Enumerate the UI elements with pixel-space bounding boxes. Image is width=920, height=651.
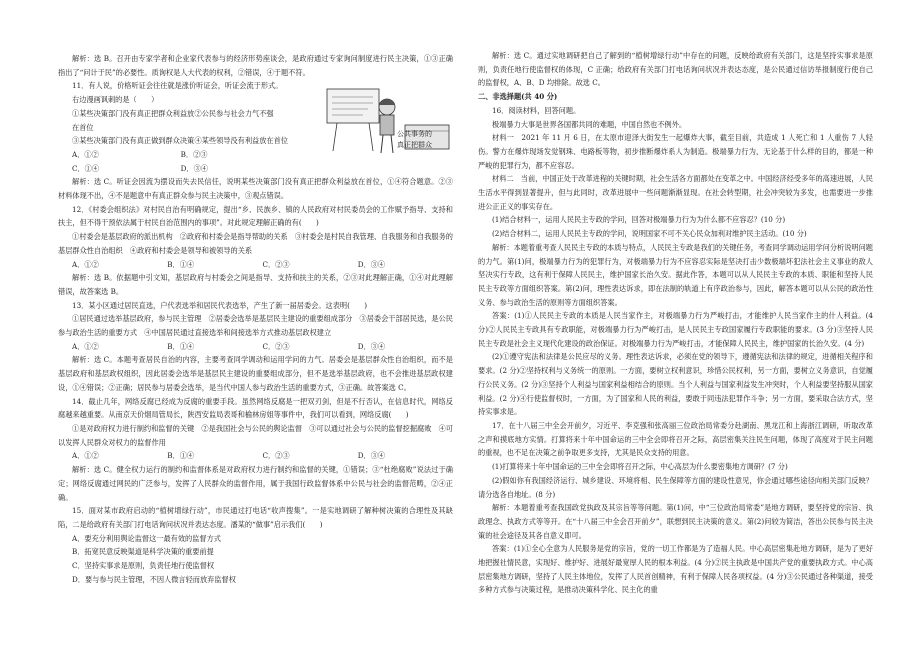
q16-answer-2: (2)①遵守宪法和法律是公民应尽的义务。理性表达诉求，必须在党的领导下，遵循宪法和法律的规定，进循相关程序和要求。(2 分)②坚持权利与义务统一的原则。一方面，要树立权利意识，珍惜公民权利，另一方面，要树立义务意识，自觉履行公民义务。(2 分)③坚持个人利益与国家利益相结合的原则。当个人利益与国家利益发生冲突时，个人利益要坚持服从国家利益。(2 分)④行使监督权时，一方面，为了国家和人民的利益，要敢于同违法犯罪作斗争；另一方面，要采取合法方式，坚持实事求是。 [478, 352, 873, 417]
q16-stem: 16．阅读材料，回答问题。 [492, 105, 581, 115]
q13-items: ①居民通过选举基层政府，参与民主管理 ②居委会选举是基层民主建设的重要组成部分 ③居委会干部居民选，是公民参与政治生活的重要方式 ④中国居民通过直接选举和间接选举方式推动基层政权建立 [58, 314, 453, 338]
q12-stem: 12．《村委会组织法》对村民自治有明确规定，提出“乡、民族乡、镇的人民政府对村民委员会的工作赋予指导、支持和扶主，但不得干预依法属于村民自治范围内的事项”。对此规定理解正确的有( ) [58, 204, 453, 228]
question-15 [58, 504, 453, 586]
q13-stem: 13．某小区通过居民直选，户代表选举和居民代表选举，产生了新一届居委会。这表明( ) [72, 300, 368, 310]
q11-stem-2: 右边漫画讽刺的是（ ） [72, 95, 159, 105]
choice: B．①④ [167, 451, 195, 461]
q17-answer: 答案：(1)①全心全意为人民服务是党的宗旨，党的一切工作都是为了造福人民。中心高层密集赴地方调研，是为了更好地把握社情民意，实现好、维护好、进展好最宽厚人民的根本利益。(4 分)②民主执政是中国共产党的重要执政方式。中心高层密集地方调研，坚持了人民主体地位，发挥了人民首创精神，有利于保障人民各项权益。(4 分)③公民通过各种渠道，接受多种方式参与决策过程，是推动决策科学化、民主化的重 [478, 544, 873, 595]
q16-question-2: (2)结合材料二，运用人民民主专政的学问，说明国家不可不关心民众加利对维护民主活动。(10 分) [492, 229, 807, 239]
q11-analysis: 解析：选 C。听证会因流为摆设而失去民信任，说明某些决策部门没有真正把群众利益放在首位，①④符合题意。②③材料体现不出，④不是题意中有真正群众参与民主决策中，③观点错误。 [58, 177, 453, 201]
q14-stem: 14．截止几年，网络反腐已经成为反腐的重要手段。虽然网络反腐是一把双刃剑，但是不行否认，在信息时代，网络反腐越来越重要。从南京天价烟局管局长，陕西安监局表哥和榆林房姐等事件中，我们可以看到，网络反腐( ) [58, 396, 453, 420]
q11-item: ③某些决策部门没有真正做到群众决策 [72, 136, 195, 146]
question-17 [478, 419, 873, 597]
choice: A．要充分利用舆论监督这一最有效的监督方式 [72, 533, 221, 543]
choice: C．②③ [262, 451, 290, 461]
choice: D．③④ [357, 259, 386, 269]
q16-material-1: 材料一 2021 年 11 月 6 日，在太原市迎泽大街发生一起爆炸大事，截至目前，共造成 1 人死亡和 1 人重伤 7 人轻伤。警方在爆炸现场发觉钢珠、电路板等物，初步推断爆炸系人为制造。极端暴力行为，无论基于什么样的目的，都是一种严峻的犯罪行为，都不应容忍。 [478, 133, 873, 170]
q16-answer: 答案：(1)①人民民主专政的本质是人民当家作主，对极端暴力行为严峻打击，才能维护人民当家作主的什人利益。(4 分)②人民民主专政具有专政职能，对极端暴力行为严峻打击，是人民民主专政国家履行专政职能的要求。(3 分)③坚持人民民主专政是社会主义现代化建设的政治保证。对极端暴力行为严峻打击，才能保障人民民主，维护国家的长治久安。(4 分) [478, 311, 873, 348]
choice: C．②③ [262, 341, 290, 351]
q13-analysis: 解析：选 C。本题考查居民自治的内容，主要考查同学调动和运用学问的力气。居委会是基层群众性自治组织，而不是基层政府和基层政权组织，因此居委会选举是基层民主建设的重要组成部分，但不是选举基层政府，也不会推进基层政权建设，①④错误；②正确；居民参与居委会选举，是当代中国人参与政治生活的重要方式，③正确。故答案选 C。 [58, 355, 453, 392]
q14-choices [58, 449, 453, 463]
q12-analysis: 解析：选 B。依据题中引文知，基层政府与村委会之间是指导、支持和扶主的关系，②③对此理解正确，①④对此理解错误，故答案选 B。 [58, 273, 453, 296]
cartoon-caption-2: 真正把群众 [397, 141, 432, 150]
q11-items [58, 107, 317, 148]
left-column [58, 52, 453, 586]
q11-item: ①某些决策部门没有真正把群众利益放在首位 [72, 108, 195, 132]
choice: C．②③ [262, 259, 290, 269]
q11-item: ④某些领导没有利益放在首位 [194, 136, 288, 146]
choice: A．①② [72, 259, 99, 269]
answer-15: 解析：选 C。通过实地调研把自己了解到的“植树增绿行动”中存在的问题，反映给政府有关部门，这是坚持实事求是原则，负责任地行使监督权的体现，C 正确；给政府有关部门打电话询问状况并表达态度，是公民通过信访举报制度行使自己的监督权，A、B、D 均排除。故选 C。 [478, 51, 873, 88]
question-11 [58, 79, 453, 202]
q17-question-1: (1)打算将来十年中国命运的三中全会即将召开之际，中心高层为什么要密集地方调研？(7 分) [492, 462, 788, 472]
choice: B．拓宽民意反映渠道是科学决策的重要前提 [72, 547, 214, 557]
q11-choices [58, 148, 289, 175]
q16-material-2: 材料二 当前，中国正处于改革进程的关键时期，社会生活各方面都处在变革之中。中国经济经受多年的高速进展，人民生活水平得到显著提升，但与此同时，改革进展中一些问题渐渐显现。在社会转型期，社会冲突较为多发，也需要进一步推进公正正义的事实存在。 [478, 174, 873, 211]
cartoon-caption-1: 公共事务的 [397, 130, 432, 139]
q15-options [58, 532, 453, 587]
choice: D．③④ [180, 163, 208, 173]
q11-item: ②公民参与社会力气不强 [194, 108, 274, 118]
cartoon-image [323, 81, 453, 159]
choice: B．①④ [167, 259, 195, 269]
q16-question-1: (1)结合材料一，运用人民民主专政的学问，回答对极端暴力行为为什么都不应容忍？(10 分) [492, 215, 786, 225]
question-12 [58, 203, 453, 299]
choice: A．①② [72, 149, 99, 159]
q16-analysis: 解析：本题着重考查人民民主专政的本质与特点，人民民主专政是我们的关键任务，考查同学调动运用学问分析说明问题的力气。第(1)问，极端暴力行为的犯罪行为，对极端暴力行为不应容忍实际是坚决打击少数极端坏犯法社会主义事业的敌人坚决实行专政，这有利于保障人民民主，维护国家长治久安。据此作答，本题可以从人民民主专政的本质、职能和坚持人民民主专政等方面组织答案。第(2)问，理性表达诉求，即在法制的轨道上有序政治参与，因此，解答本题可以从公民的政治性义务、参与政治生活的原则等方面组织答案。 [478, 242, 873, 307]
q16-intro: 极端暴力大事是世界各国都共同的难题，中国自然也不例外。 [492, 119, 687, 129]
choice: C．坚持实事求是原则，负责任地行使监督权 [72, 561, 215, 571]
q11-stem: 11．有人说，价格听证会往往就是涨价听证会，听证会流于形式。 [72, 81, 283, 91]
right-column [478, 49, 873, 597]
choice: D．③④ [357, 451, 386, 461]
q17-analysis: 解析：本题着重考查我国政党执政及其宗旨等等问题。第(1)问，中“三位政治局常委”是地方调研，要坚持党的宗旨、执政理念、执政方式等等开。在“十八届三中全会召开前夕”，联想到民主决策的意义。第(2)问较为简洁，答出公民参与民主决策的社会途径及其各自意义即可。 [478, 503, 873, 540]
choice: B．②③ [180, 149, 208, 159]
q14-items: ①是对政府权力进行制约和监督的关键 ②是我国社会与公民的舆论监督 ③可以通过社会与公民的监督挖掘腐败 ④可以发挥人民群众对权力的监督作用 [58, 423, 453, 447]
choice: A．①② [72, 341, 99, 351]
choice: A．①② [72, 451, 99, 461]
choice: D．要与参与民主管理，不因人微言轻而放弃监督权 [72, 574, 236, 584]
answer-10: 解析：选 B。召开由专家学者和企业家代表参与的经济形势座谈会，是政府通过专家询问制度进行民主决策，①③正确指出了“问计于民”的必要性。质询权是人大代表的权利，②错误，④于题不符。 [58, 54, 453, 77]
question-16 [478, 104, 873, 419]
q13-choices [58, 340, 453, 354]
section-heading: 二、非选择题(共 40 分) [478, 92, 558, 102]
question-13 [58, 299, 453, 395]
choice: B．①④ [167, 341, 195, 351]
q15-stem: 15．面对某市政府启动的“植树增绿行动”，市民通过打电话“收声搜集”。一是实地调研了解种树决策的合理性及其缺陷，二是给政府有关部门打电话询问状况并表达态度。潘某的“做事”启示我们( ) [58, 506, 453, 529]
q12-items: ①村委会是基层政府的派出机构 ②政府和村委会是指导帮助的关系 ③村委会是村民自我管理、自我服务和自我服务的基层群众性自治组织 ④政府和村委会是领导和被领导的关系 [58, 232, 453, 255]
q17-question-2: (2)假如你有我国经济运行、城乡建设、环境将相、民生保障等方面的建设性意见，你会通过哪些途径向相关部门反映？请分选各自地址。(8 分) [478, 475, 873, 499]
question-14 [58, 395, 453, 505]
choice: D．③④ [357, 341, 386, 351]
q17-stem: 17．在十八届三中全会开前夕，习近平、李克强和张高丽三位政治局常委分赴湖南、黑龙江和上海浙江调研，听取改革之声和摸底地方实情。打算将来十年中国命运的三中全会即将召开之际，高层密集关注民生问题，体现了高度对于民主问题的重视，也不足在决策之前争取更多支持，尤其是民众支持的用意。 [478, 420, 873, 458]
q14-analysis: 解析：选 C。健全权力运行的制约和监督体系是对政府权力进行制约和监督的关键，①错误；③“杜绝腐败”说法过于确定；网络反腐通过网民的广泛参与，发挥了人民群众的监督作用，属于我国行政监督体系中公民与社会的监督范畴，②④正确。 [58, 465, 453, 502]
choice: C．①④ [72, 163, 100, 173]
q12-choices [58, 258, 453, 272]
